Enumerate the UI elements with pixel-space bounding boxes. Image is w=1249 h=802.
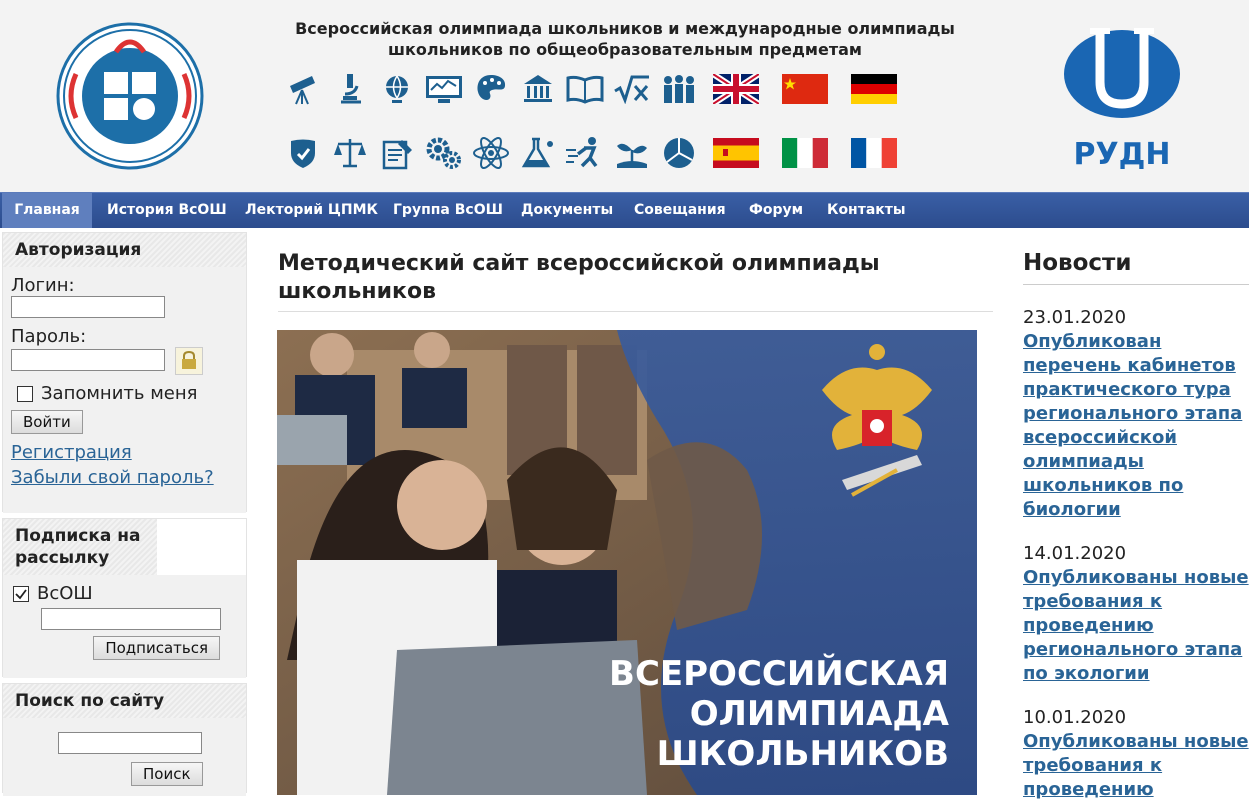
header-title-line2: школьников по общеобразовательным предметам	[388, 40, 862, 59]
auth-body	[3, 267, 246, 513]
flag-italy-icon[interactable]	[782, 138, 828, 168]
nav-item-contacts[interactable]: Контакты	[827, 202, 906, 218]
forgot-password-link[interactable]: Забыли свой пароль?	[11, 467, 214, 488]
news-link[interactable]: Опубликованы новые требования к проведению	[1023, 731, 1249, 800]
news-date: 14.01.2020	[1023, 543, 1127, 564]
gears-icon[interactable]	[421, 132, 467, 174]
flag-china-icon[interactable]	[782, 74, 828, 104]
book-icon[interactable]	[562, 68, 608, 110]
subscribe-button[interactable]: Подписаться	[93, 636, 220, 660]
subject-icon-row-2	[280, 132, 980, 174]
rudn-logo[interactable]	[1060, 22, 1185, 172]
subscribe-option-row	[11, 583, 238, 604]
subject-icon-grid	[280, 68, 980, 196]
telescope-icon[interactable]	[280, 68, 326, 110]
lock-icon[interactable]	[175, 347, 203, 375]
site-header	[0, 0, 1249, 192]
password-label: Пароль:	[11, 326, 87, 347]
remember-checkbox[interactable]	[17, 386, 33, 402]
register-link[interactable]: Регистрация	[11, 442, 132, 463]
people-icon[interactable]	[656, 68, 702, 110]
nav-item-history[interactable]: История ВсОШ	[107, 202, 227, 218]
search-input[interactable]	[58, 732, 202, 754]
news-link[interactable]: Опубликован перечень кабинетов практического тура регионального этапа всероссийской олимпиады школьников по биологии	[1023, 331, 1243, 520]
news-link[interactable]: Опубликованы новые требования к проведению регионального этапа по экологии	[1023, 567, 1249, 684]
title-divider	[278, 311, 993, 312]
subscribe-block	[2, 518, 247, 677]
news-divider	[1023, 284, 1249, 285]
header-title-line1: Всероссийская олимпиада школьников и международные олимпиады	[295, 19, 955, 38]
globe-icon[interactable]	[374, 68, 420, 110]
auth-block	[2, 232, 247, 512]
remember-row	[11, 383, 238, 404]
login-label: Логин:	[11, 275, 75, 296]
nav-item-documents[interactable]: Документы	[521, 202, 614, 218]
page-title: Методический сайт всероссийской олимпиады школьников	[278, 251, 880, 304]
olympiad-logo[interactable]	[56, 22, 204, 170]
news-item	[1023, 706, 1249, 802]
computer-icon[interactable]	[421, 68, 467, 110]
subscribe-title: Подписка на рассылку	[3, 519, 157, 575]
nav-item-lectures[interactable]: Лекторий ЦПМК	[245, 202, 378, 218]
palette-icon[interactable]	[468, 68, 514, 110]
news-item	[1023, 542, 1249, 686]
museum-icon[interactable]	[515, 68, 561, 110]
flag-uk-icon[interactable]	[713, 74, 759, 104]
scales-icon[interactable]	[327, 132, 373, 174]
banner-image	[277, 330, 977, 795]
runner-icon[interactable]	[562, 132, 608, 174]
main-nav	[0, 192, 1249, 228]
remember-label: Запомнить меня	[41, 383, 198, 404]
auth-title: Авторизация	[3, 233, 246, 267]
password-input[interactable]	[11, 349, 165, 371]
flag-germany-icon[interactable]	[851, 74, 897, 104]
header-title	[270, 18, 980, 60]
microscope-icon[interactable]	[327, 68, 373, 110]
banner-line1: ВСЕРОССИЙСКАЯ	[609, 654, 949, 694]
shield-icon[interactable]	[280, 132, 326, 174]
olympiad-banner[interactable]	[277, 330, 977, 795]
document-icon[interactable]	[374, 132, 420, 174]
plant-icon[interactable]	[609, 132, 655, 174]
subject-icon-row-1	[280, 68, 980, 110]
nav-item-forum[interactable]: Форум	[749, 202, 804, 218]
subscribe-body	[3, 575, 246, 678]
login-button[interactable]: Войти	[11, 410, 83, 434]
chart-icon[interactable]	[656, 132, 702, 174]
search-title: Поиск по сайту	[3, 684, 246, 718]
nav-item-meetings[interactable]: Совещания	[634, 202, 726, 218]
news-title: Новости	[1023, 250, 1132, 276]
subscribe-email-input[interactable]	[41, 608, 221, 630]
sqrt-icon[interactable]	[609, 68, 655, 110]
flag-france-icon[interactable]	[851, 138, 897, 168]
news-date: 10.01.2020	[1023, 707, 1127, 728]
banner-line2: ОЛИМПИАДА	[689, 694, 949, 734]
search-block	[2, 683, 247, 793]
login-input[interactable]	[11, 296, 165, 318]
news-date: 23.01.2020	[1023, 307, 1127, 328]
flag-spain-icon[interactable]	[713, 138, 759, 168]
news-item	[1023, 306, 1249, 522]
subscribe-option-label: ВсОШ	[37, 583, 93, 604]
subscribe-checkbox[interactable]	[13, 586, 29, 602]
chemistry-icon[interactable]	[515, 132, 561, 174]
password-row	[11, 347, 238, 375]
rudn-logo-text: РУДН	[1073, 137, 1171, 172]
search-body	[3, 718, 246, 796]
nav-item-home[interactable]: Главная	[2, 193, 92, 228]
atom-icon[interactable]	[468, 132, 514, 174]
search-button[interactable]: Поиск	[131, 762, 203, 786]
banner-line3: ШКОЛЬНИКОВ	[656, 734, 949, 774]
nav-item-group[interactable]: Группа ВсОШ	[393, 202, 503, 218]
